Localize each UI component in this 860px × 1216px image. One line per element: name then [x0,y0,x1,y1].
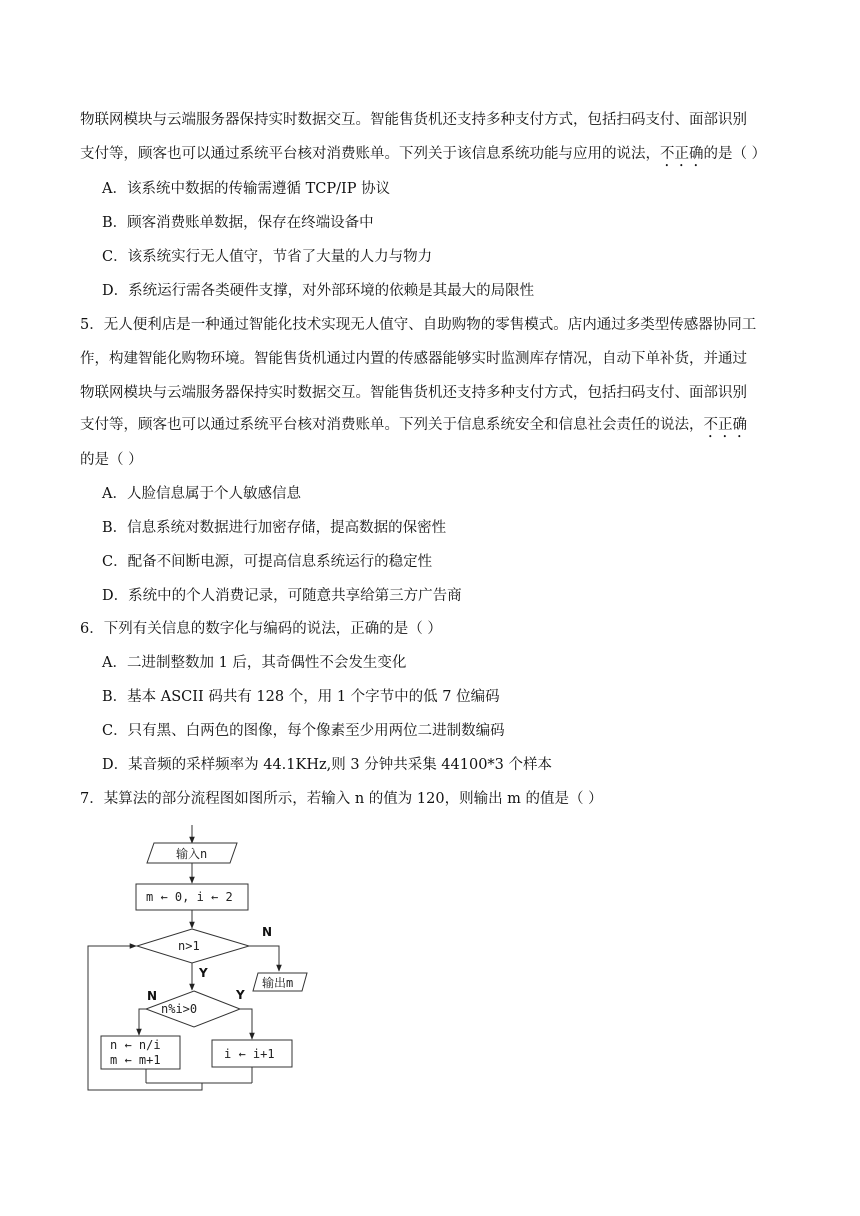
yes-label-1: Y [199,966,208,980]
count-label: m ← m+1 [110,1053,161,1067]
divide-label: n ← n/i [110,1038,161,1052]
q5-emphasis: 不正确 [703,417,747,433]
no-label-1: N [262,925,273,939]
q6-option-c: C．只有黑、白两色的图像，每个像素至少用两位二进制数编码 [102,723,505,739]
q5-option-c: C．配备不间断电源，可提高信息系统运行的稳定性 [102,554,433,570]
q4-answer-slot: 的是（ ） [703,146,767,162]
q4-lead-line1: 物联网模块与云端服务器保持实时数据交互。智能售货机还支持多种支付方式，包括扫码支付、面部识别 [80,112,747,128]
q7-stem: 7．某算法的部分流程图如图所示，若输入 n 的值为 120，则输出 m 的值是（ ） [80,791,603,807]
q6-option-a: A．二进制整数加 1 后，其奇偶性不会发生变化 [102,655,407,671]
cond2-label: n%i>0 [161,1002,198,1016]
q4-option-d: D．系统运行需各类硬件支撑，对外部环境的依赖是其最大的局限性 [102,283,535,299]
q4-option-c: C．该系统实行无人值守，节省了大量的人力与物力 [102,249,433,265]
flow-arrow-no [249,946,279,971]
output-label: 输出m [262,976,294,990]
init-label: m ← 0, i ← 2 [146,890,233,904]
q5-option-d: D．系统中的个人消费记录，可随意共享给第三方广告商 [102,588,462,604]
q4-emphasis: 不正确 [660,146,704,162]
q5-line4-text: 支付等，顾客也可以通过系统平台核对消费账单。下列关于信息系统安全和信息社会责任的说法， [80,417,704,433]
yes-label-2: Y [236,988,245,1002]
q6-option-b: B．基本 ASCII 码共有 128 个，用 1 个字节中的低 7 位编码 [102,689,500,705]
q4-option-a: A．该系统中数据的传输需遵循 TCP/IP 协议 [102,181,391,197]
q5-option-b: B．信息系统对数据进行加密存储，提高数据的保密性 [102,520,447,536]
q5-option-a: A．人脸信息属于个人敏感信息 [102,486,301,502]
q4-lead-text: 支付等，顾客也可以通过系统平台核对消费账单。下列关于该信息系统功能与应用的说法， [80,146,660,162]
q5-line1: 5．无人便利店是一种通过智能化技术实现无人值守、自助购物的零售模式。店内通过多类型传感器协同工 [80,317,757,333]
increment-label: i ← i+1 [224,1047,275,1061]
q5-line2: 作，构建智能化购物环境。智能售货机通过内置的传感器能够实时监测库存情况，自动下单补货，并通过 [80,351,747,367]
q6-stem: 6．下列有关信息的数字化与编码的说法，正确的是（ ） [80,621,442,637]
no-label-2: N [147,989,158,1003]
q6-option-d: D．某音频的采样频率为 44.1KHz,则 3 分钟共采集 44100*3 个样本 [102,757,553,773]
flow-arrow-yes [240,1009,252,1039]
q5-line5: 的是（ ） [80,452,143,468]
flow-arrow-no [139,1009,146,1035]
q5-line3: 物联网模块与云端服务器保持实时数据交互。智能售货机还支持多种支付方式，包括扫码支付、面部识别 [80,385,747,401]
q4-option-b: B．顾客消费账单数据，保存在终端设备中 [102,215,374,231]
cond1-label: n>1 [178,939,200,953]
input-label: 输入n [176,847,208,861]
